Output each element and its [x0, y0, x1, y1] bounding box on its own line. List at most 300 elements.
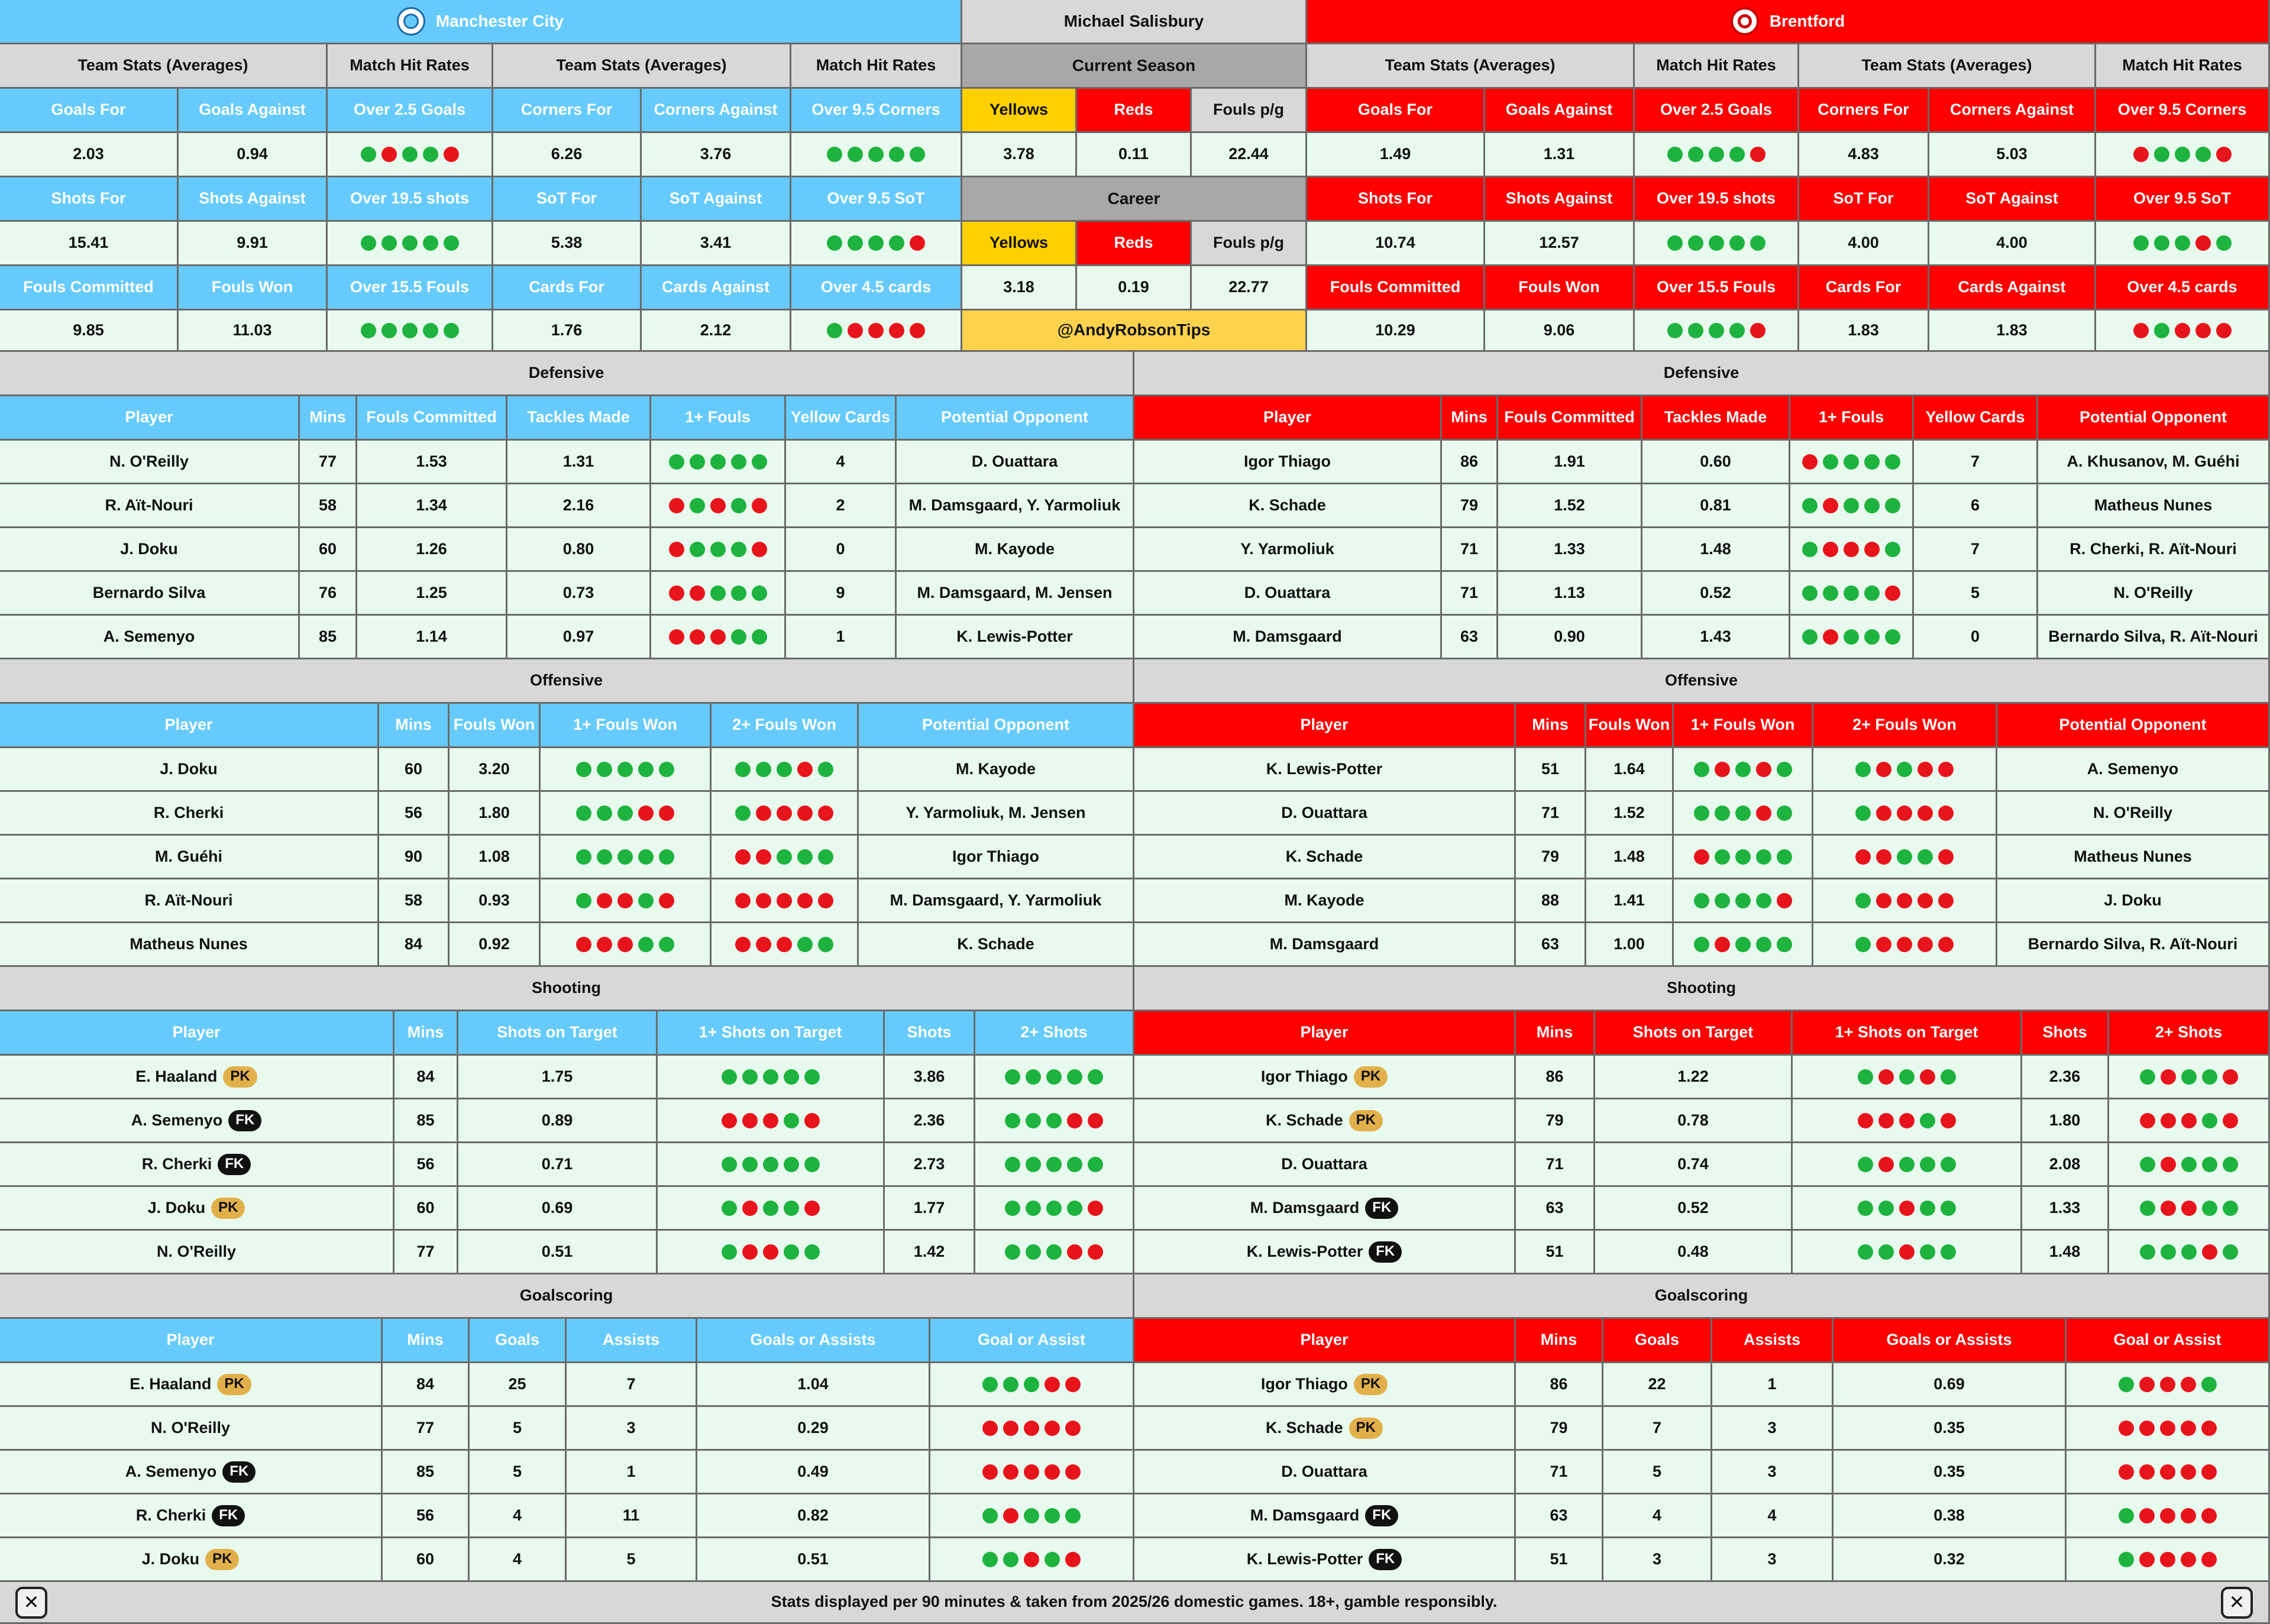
hit-dot-red: [1897, 805, 1912, 821]
player-stat-value: 3: [1712, 1451, 1834, 1494]
hit-dot-green: [1688, 235, 1703, 251]
hit-dot-green: [1045, 1508, 1060, 1523]
player-stat-value: 4: [1603, 1494, 1712, 1538]
hit-dot-green: [1067, 1069, 1082, 1085]
column-header: Shots: [885, 1011, 975, 1056]
section-title-defensive: Defensive: [1134, 352, 2270, 396]
player-hit-rate: [1813, 836, 1997, 879]
hit-dot-green: [2181, 1069, 2197, 1085]
hit-dot-green: [444, 235, 459, 251]
free-kick-taker-badge: FK: [218, 1154, 251, 1175]
player-stat-value: 0.51: [697, 1538, 930, 1582]
hit-dot-green: [1855, 893, 1871, 908]
player-name: J. Doku: [147, 1198, 206, 1217]
player-stat-value: 79: [1516, 836, 1586, 879]
player-stat-value: 1.14: [357, 616, 507, 659]
hit-dot-red: [1897, 937, 1912, 952]
hit-rate-dots: [1855, 893, 1954, 908]
team-stat-value: 9.06: [1485, 310, 1635, 352]
column-header: Goals: [470, 1319, 567, 1363]
hit-dot-red: [2139, 1552, 2155, 1567]
team-stat-label: Fouls Committed: [1307, 266, 1485, 310]
column-header: Player: [1134, 1319, 1516, 1363]
hit-dot-red: [752, 542, 767, 557]
hit-dot-green: [1858, 1244, 1873, 1260]
hit-dot-red: [756, 849, 771, 865]
player-stat-value: 1.41: [1586, 879, 1674, 923]
hit-dot-green: [731, 454, 746, 470]
hit-dot-green: [1005, 1069, 1020, 1085]
hit-dot-red: [1876, 762, 1891, 777]
hit-dot-red: [444, 147, 459, 162]
player-stat-value: K. Schade: [859, 923, 1134, 967]
hit-rate-dots: [735, 893, 833, 908]
hit-dot-green: [1917, 849, 1933, 865]
player-stat-value: 1.52: [1586, 792, 1674, 836]
player-name-cell: [0, 1494, 383, 1538]
player-stat-value: 2.73: [885, 1143, 975, 1187]
hit-dot-green: [1864, 498, 1880, 513]
player-stat-value: 1.22: [1595, 1056, 1793, 1099]
hit-rate-dots: [1005, 1244, 1103, 1260]
player-name-cell: [0, 572, 300, 616]
column-header: Shots on Target: [458, 1011, 658, 1056]
section-title-shooting: Shooting: [0, 967, 1134, 1011]
hit-dot-green: [2175, 235, 2190, 251]
player-hit-rate: [975, 1143, 1134, 1187]
player-name: R. Cherki: [153, 803, 224, 821]
hit-dot-green: [2202, 1069, 2217, 1085]
player-stat-value: 84: [383, 1363, 470, 1407]
hit-dot-red: [742, 1201, 758, 1216]
hit-dot-green: [784, 1113, 799, 1128]
player-hit-rate: [541, 879, 712, 923]
hit-rate-dots: [722, 1113, 820, 1128]
player-name: Bernardo Silva: [92, 583, 206, 601]
player-stat-value: 3.20: [450, 748, 541, 792]
hit-dot-green: [2140, 1157, 2155, 1172]
team-stat-value: 15.41: [0, 222, 179, 266]
team-hit-rate: [2096, 310, 2270, 352]
hit-dot-red: [763, 1113, 778, 1128]
player-stat-value: 63: [1516, 1494, 1603, 1538]
hit-dot-red: [1917, 893, 1933, 908]
referee-yellows-label: Yellows: [962, 222, 1077, 266]
player-stat-value: 0.69: [1834, 1363, 2067, 1407]
hit-dot-red: [1885, 585, 1900, 601]
hit-rate-dots: [735, 805, 833, 821]
team-hit-rate: [791, 222, 962, 266]
player-name-cell: [0, 484, 300, 528]
player-name: K. Lewis-Potter: [1246, 1549, 1363, 1568]
referee-reds-label: Reds: [1077, 89, 1192, 133]
player-stat-value: A. Khusanov, M. Guéhi: [2038, 441, 2270, 484]
hit-rate-dots: [982, 1552, 1081, 1567]
hit-dot-green: [797, 849, 813, 865]
player-stat-value: 85: [300, 616, 357, 659]
hit-dot-green: [1729, 235, 1745, 251]
player-stat-value: 0: [1914, 616, 2038, 659]
hit-rate-dots: [722, 1244, 820, 1260]
hit-dot-red: [1876, 937, 1891, 952]
penalty-taker-badge: PK: [217, 1374, 251, 1395]
player-stat-value: 85: [394, 1099, 458, 1143]
free-kick-taker-badge: FK: [1369, 1241, 1402, 1263]
hit-dot-green: [1694, 937, 1709, 952]
hit-dot-green: [576, 762, 591, 777]
team-stat-label: Goals For: [0, 89, 179, 133]
referee-name: Michael Salisbury: [962, 0, 1307, 44]
section-title-offensive: Offensive: [1134, 659, 2270, 704]
player-stat-value: 0.78: [1595, 1099, 1793, 1143]
player-hit-rate: [712, 879, 859, 923]
player-stat-value: 0.38: [1834, 1494, 2067, 1538]
player-stat-value: 5: [1914, 572, 2038, 616]
team-stat-label: Over 2.5 Goals: [328, 89, 493, 133]
free-kick-taker-badge: FK: [222, 1461, 256, 1483]
team-stat-value: 5.38: [493, 222, 642, 266]
hit-rate-dots: [1694, 762, 1792, 777]
hit-dot-green: [2216, 235, 2232, 251]
player-stat-value: K. Lewis-Potter: [897, 616, 1134, 659]
hit-dot-red: [910, 323, 925, 338]
hit-dot-green: [1005, 1201, 1020, 1216]
column-header: Yellow Cards: [786, 396, 897, 441]
player-stat-value: 0.74: [1595, 1143, 1793, 1187]
hit-dot-green: [2223, 1244, 2238, 1260]
player-stat-value: N. O'Reilly: [2038, 572, 2270, 616]
hit-dot-green: [1088, 1069, 1103, 1085]
player-stat-value: 5: [1603, 1451, 1712, 1494]
hit-dot-red: [797, 805, 813, 821]
hit-dot-red: [1088, 1201, 1103, 1216]
hit-dot-green: [722, 1201, 737, 1216]
hit-dot-green: [1777, 937, 1792, 952]
hit-dot-green: [1065, 1508, 1081, 1523]
hit-dot-green: [1855, 762, 1871, 777]
hit-dot-green: [1885, 629, 1900, 645]
player-stat-value: 4: [470, 1538, 567, 1582]
hit-dot-red: [1899, 1113, 1915, 1128]
hit-rate-dots: [1855, 849, 1954, 865]
hit-dot-green: [868, 235, 884, 251]
hit-dot-red: [1024, 1421, 1039, 1436]
hit-dot-green: [659, 937, 674, 952]
player-name-cell: [0, 1099, 394, 1143]
player-stat-value: 1.91: [1498, 441, 1642, 484]
hit-dot-green: [423, 235, 438, 251]
team-stat-label: Corners For: [493, 89, 642, 133]
hit-dot-red: [2201, 1508, 2217, 1523]
team-stat-label: SoT Against: [642, 177, 791, 222]
hit-rate-dots: [2140, 1244, 2238, 1260]
hit-dot-green: [868, 147, 884, 162]
hit-dot-green: [1694, 805, 1709, 821]
team-name: Brentford: [1769, 11, 1845, 30]
hit-dot-green: [659, 762, 674, 777]
player-stat-value: 85: [383, 1451, 470, 1494]
player-stat-value: M. Kayode: [897, 528, 1134, 572]
hit-dot-green: [818, 849, 833, 865]
footer-disclaimer: [0, 1582, 2270, 1624]
player-stat-value: 0.90: [1498, 616, 1642, 659]
column-header: Assists: [1712, 1319, 1834, 1363]
team-stat-label: Corners For: [1799, 89, 1929, 133]
hit-dot-green: [1844, 585, 1859, 601]
hit-dot-red: [1065, 1552, 1081, 1567]
penalty-taker-badge: PK: [205, 1549, 239, 1570]
hit-dot-red: [381, 147, 397, 162]
hit-dot-green: [1024, 1377, 1039, 1392]
hit-dot-red: [2181, 1113, 2197, 1128]
hit-rate-dots: [827, 235, 925, 251]
hit-dot-green: [710, 454, 726, 470]
referee-fouls-label: Fouls p/g: [1192, 222, 1307, 266]
player-hit-rate: [975, 1231, 1134, 1274]
column-header: Tackles Made: [507, 396, 651, 441]
match-hit-rates-header: Match Hit Rates: [791, 44, 962, 89]
hit-dot-red: [777, 937, 792, 952]
hit-rate-dots: [576, 937, 674, 952]
hit-dot-red: [2181, 1201, 2197, 1216]
hit-dot-red: [2223, 1113, 2238, 1128]
column-header: Mins: [394, 1011, 458, 1056]
hit-dot-green: [777, 762, 792, 777]
player-name-cell: [1134, 748, 1516, 792]
hit-dot-green: [690, 542, 705, 557]
hit-dot-green: [597, 849, 612, 865]
player-name-cell: [0, 441, 300, 484]
team-stat-label: Over 2.5 Goals: [1635, 89, 1799, 133]
player-stat-value: M. Damsgaard, M. Jensen: [897, 572, 1134, 616]
team-hit-rate: [328, 310, 493, 352]
hit-dot-green: [784, 1244, 799, 1260]
player-stat-value: 0.82: [697, 1494, 930, 1538]
hit-dot-red: [1938, 937, 1954, 952]
hit-dot-red: [1088, 1113, 1103, 1128]
hit-rate-dots: [2133, 235, 2232, 251]
team-stat-value: 12.57: [1485, 222, 1635, 266]
section-title-offensive: Offensive: [0, 659, 1134, 704]
hit-dot-red: [669, 542, 684, 557]
hit-dot-red: [1756, 762, 1771, 777]
hit-dot-green: [797, 937, 813, 952]
hit-dot-green: [1715, 893, 1730, 908]
free-kick-taker-badge: FK: [212, 1505, 245, 1526]
player-stat-value: 1: [1712, 1363, 1834, 1407]
hit-dot-green: [784, 1157, 799, 1172]
referee-reds-label: Reds: [1077, 222, 1192, 266]
hit-dot-green: [1046, 1069, 1062, 1085]
player-name-cell: [1134, 1538, 1516, 1582]
hit-dot-red: [848, 323, 863, 338]
referee-current-yellows: 3.78: [962, 133, 1077, 177]
player-hit-rate: [930, 1451, 1134, 1494]
hit-dot-green: [1667, 323, 1683, 338]
player-hit-rate: [1793, 1143, 2022, 1187]
player-name-cell: [0, 1451, 383, 1494]
hit-dot-green: [576, 805, 591, 821]
player-hit-rate: [2067, 1451, 2270, 1494]
hit-dot-green: [2154, 235, 2169, 251]
hit-dot-green: [1735, 937, 1751, 952]
hit-dot-green: [827, 147, 842, 162]
team-name: Manchester City: [435, 11, 564, 30]
player-name-cell: [1134, 616, 1442, 659]
player-hit-rate: [1674, 836, 1813, 879]
player-stat-value: 0.29: [697, 1407, 930, 1451]
hit-dot-green: [777, 849, 792, 865]
player-stat-value: 1.77: [885, 1187, 975, 1231]
hit-dot-green: [1005, 1244, 1020, 1260]
player-name: R. Aït-Nouri: [144, 891, 233, 909]
hit-dot-red: [1897, 893, 1912, 908]
hit-dot-green: [1802, 585, 1818, 601]
hit-dot-green: [2140, 1069, 2155, 1085]
hit-dot-red: [2195, 235, 2211, 251]
team-stat-value: 0.94: [179, 133, 328, 177]
column-header: Yellow Cards: [1914, 396, 2038, 441]
hit-rate-dots: [1667, 235, 1765, 251]
player-name-cell: [1134, 1363, 1516, 1407]
column-header: Fouls Won: [1586, 704, 1674, 748]
hit-dot-green: [2140, 1244, 2155, 1260]
column-header: Fouls Committed: [357, 396, 507, 441]
team-stat-label: Corners Against: [1929, 89, 2096, 133]
hit-dot-red: [669, 629, 684, 645]
team-stat-label: Over 15.5 Fouls: [1635, 266, 1799, 310]
hit-dot-green: [982, 1508, 998, 1523]
free-kick-taker-badge: FK: [1365, 1198, 1398, 1219]
hit-dot-green: [1735, 849, 1751, 865]
player-stat-value: 0.52: [1642, 572, 1790, 616]
hit-dot-green: [576, 849, 591, 865]
hit-dot-red: [818, 893, 833, 908]
hit-dot-red: [735, 893, 751, 908]
hit-dot-green: [827, 235, 842, 251]
hit-dot-red: [797, 893, 813, 908]
player-hit-rate: [651, 572, 786, 616]
hit-dot-red: [868, 323, 884, 338]
player-hit-rate: [2109, 1143, 2270, 1187]
player-hit-rate: [1813, 923, 1997, 967]
hit-dot-red: [710, 629, 726, 645]
column-header: 1+ Fouls: [651, 396, 786, 441]
player-stat-value: 86: [1442, 441, 1498, 484]
player-stat-value: 25: [470, 1363, 567, 1407]
hit-dot-green: [1920, 1113, 1935, 1128]
team-stat-value: 1.83: [1799, 310, 1929, 352]
hit-dot-red: [756, 893, 771, 908]
hit-dot-green: [2223, 1201, 2238, 1216]
player-name-cell: [1134, 879, 1516, 923]
hit-dot-green: [1046, 1201, 1062, 1216]
player-hit-rate: [651, 528, 786, 572]
hit-rate-dots: [1005, 1157, 1103, 1172]
team-stat-label: SoT For: [493, 177, 642, 222]
player-stat-value: 1.04: [697, 1363, 930, 1407]
player-hit-rate: [1793, 1187, 2022, 1231]
hit-dot-green: [731, 542, 746, 557]
hit-dot-green: [731, 629, 746, 645]
player-hit-rate: [930, 1363, 1134, 1407]
man-city-crest-icon: [397, 7, 425, 35]
hit-dot-green: [710, 542, 726, 557]
player-name: N. O'Reilly: [157, 1242, 236, 1260]
team-stat-label: Cards For: [493, 266, 642, 310]
hit-dot-green: [2140, 1201, 2155, 1216]
hit-dot-red: [2160, 1377, 2175, 1392]
penalty-taker-badge: PK: [1349, 1110, 1383, 1131]
hit-dot-red: [1941, 1113, 1956, 1128]
hit-dot-green: [597, 762, 612, 777]
hit-dot-red: [1067, 1244, 1082, 1260]
hit-rate-dots: [669, 585, 767, 601]
player-name: M. Kayode: [1284, 891, 1364, 909]
player-hit-rate: [712, 792, 859, 836]
team-stat-value: 4.83: [1799, 133, 1929, 177]
hit-dot-red: [2139, 1421, 2155, 1436]
player-name-cell: [1134, 528, 1442, 572]
hit-dot-red: [1777, 893, 1792, 908]
team-stat-value: 3.41: [642, 222, 791, 266]
hit-rate-dots: [1855, 937, 1954, 952]
hit-dot-red: [763, 1244, 778, 1260]
hit-dot-green: [1709, 235, 1724, 251]
hit-dot-green: [1885, 498, 1900, 513]
player-stat-value: 6: [1914, 484, 2038, 528]
hit-dot-green: [1750, 235, 1765, 251]
team-stat-label: SoT Against: [1929, 177, 2096, 222]
team-stat-value: 4.00: [1799, 222, 1929, 266]
hit-dot-green: [982, 1377, 998, 1392]
hit-rate-dots: [1694, 805, 1792, 821]
player-hit-rate: [975, 1056, 1134, 1099]
hit-dot-green: [381, 323, 397, 338]
match-hit-rates-header: Match Hit Rates: [328, 44, 493, 89]
team-stat-value: 10.74: [1307, 222, 1485, 266]
hit-dot-red: [982, 1464, 998, 1480]
hit-dot-red: [735, 849, 751, 865]
hit-rate-dots: [2140, 1113, 2238, 1128]
hit-dot-red: [659, 805, 674, 821]
column-header: Mins: [1516, 1319, 1603, 1363]
penalty-taker-badge: PK: [211, 1198, 245, 1219]
hit-rate-dots: [1802, 454, 1900, 470]
hit-dot-green: [731, 498, 746, 513]
hit-dot-green: [763, 1157, 778, 1172]
player-name-cell: [1134, 1451, 1516, 1494]
hit-dot-red: [2160, 1421, 2175, 1436]
team-stat-label: Shots Against: [179, 177, 328, 222]
player-stat-value: 77: [394, 1231, 458, 1274]
column-header: Mins: [1516, 704, 1586, 748]
player-stat-value: 84: [394, 1056, 458, 1099]
hit-dot-red: [1045, 1421, 1060, 1436]
player-hit-rate: [658, 1187, 885, 1231]
column-header: 1+ Shots on Target: [658, 1011, 885, 1056]
hit-dot-red: [1899, 1244, 1915, 1260]
player-stat-value: 71: [1516, 1451, 1603, 1494]
hit-dot-red: [982, 1421, 998, 1436]
player-stat-value: 86: [1516, 1056, 1595, 1099]
player-name: K. Schade: [1285, 847, 1363, 865]
team-stat-label: Over 9.5 SoT: [791, 177, 962, 222]
player-stat-value: 1.13: [1498, 572, 1642, 616]
hit-dot-green: [1897, 762, 1912, 777]
hit-dot-green: [1688, 147, 1703, 162]
hit-dot-red: [756, 937, 771, 952]
